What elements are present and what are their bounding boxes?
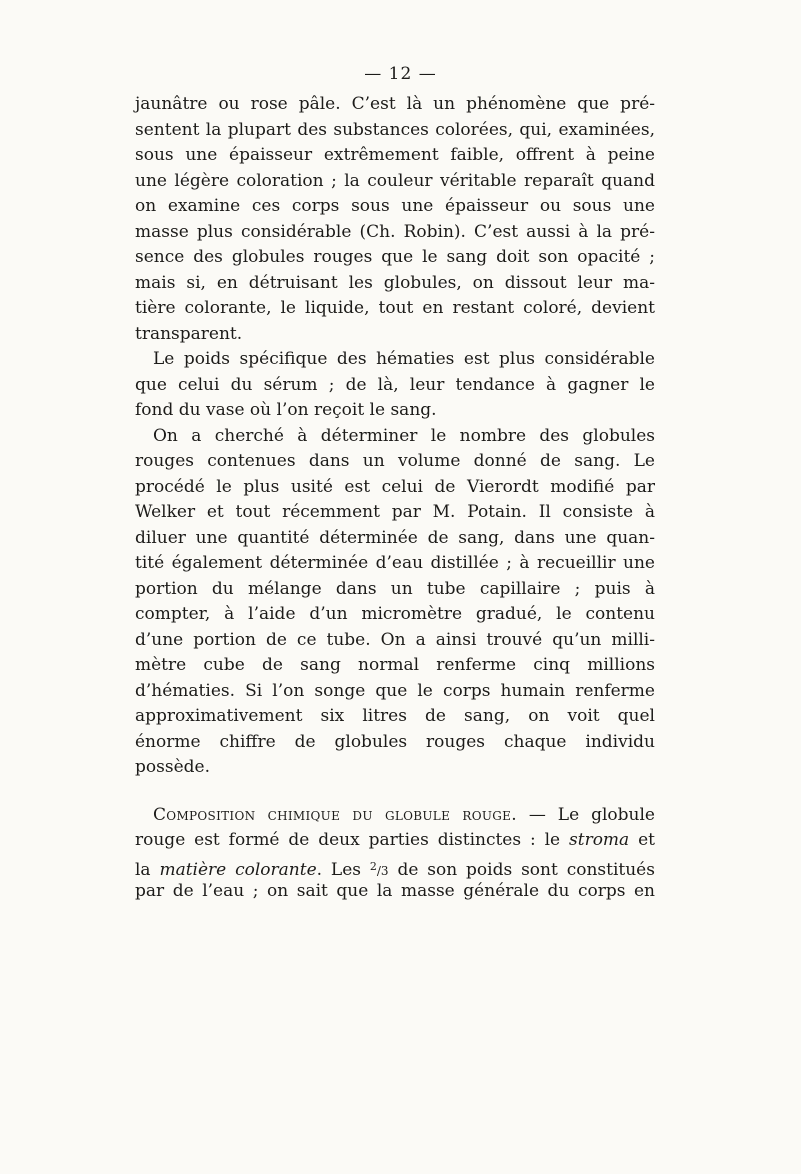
paragraph-3 (135, 424, 655, 781)
text-line: transparent. (135, 323, 243, 344)
text-line: fond du vase où l’on reçoit le sang. (135, 400, 437, 420)
text-line (135, 854, 655, 880)
text-line: On a cherché à déterminer le nombre des globules (153, 425, 655, 446)
text-line: d’une portion de ce tube. On a ainsi trouvé qu’un milli- (135, 629, 655, 650)
text-run: la (135, 859, 160, 880)
text-line: tière colorante, le liquide, tout en restant coloré, devient (135, 298, 655, 318)
text-line: approximativement six litres de sang, on voit quel (135, 706, 655, 726)
text-line: d’hématies. Si l’on songe que le corps humain renferme (135, 680, 655, 701)
text-run: de son poids sont constitués (388, 859, 655, 880)
text-line: énorme chiffre de globules rouges chaque individu (135, 731, 655, 752)
text-line: sous une épaisseur extrêmement faible, offrent à peine (135, 145, 655, 165)
text-line: par de l’eau ; on sait que la masse générale du corps en (135, 881, 655, 901)
text-line: diluer une quantité déterminée de sang, dans une quan- (135, 527, 655, 548)
text-run: . Les (316, 859, 370, 880)
text-line: Le poids spécifique des hématies est plus considérable (153, 349, 655, 369)
text-line: sence des globules rouges que le sang doit son opacité ; (135, 247, 655, 267)
text-line: rouges contenues dans un volume donné de sang. Le (135, 451, 655, 471)
text-line: Welker et tout récemment par M. Potain. Il consiste à (135, 502, 655, 522)
paragraph-4 (135, 803, 655, 905)
text-line (135, 803, 655, 829)
text-line: jaunâtre ou rose pâle. C’est là un phénomène que pré- (135, 94, 655, 114)
text-line: que celui du sérum ; de là, leur tendance à gagner le (135, 374, 655, 395)
text-line: on examine ces corps sous une épaisseur ou sous une (135, 196, 655, 216)
body-text (135, 92, 655, 905)
text-line: mètre cube de sang normal renferme cinq millions (135, 655, 655, 675)
section-heading: Composition chimique du globule rouge. (153, 804, 517, 825)
paragraph-1 (135, 92, 655, 347)
text-line: compter, à l’aide d’un micromètre gradué, le contenu (135, 604, 655, 624)
text-line (135, 828, 655, 854)
text-run: rouge est formé de deux parties distinctes : le (135, 830, 570, 850)
term-stroma: stroma (569, 830, 630, 850)
text-line: possède. (135, 757, 210, 777)
text-run: et (629, 830, 655, 850)
fraction (369, 859, 389, 878)
text-line: procédé le plus usité est celui de Vierordt modifié par (135, 476, 655, 497)
paragraph-2 (135, 347, 655, 424)
text-line: une légère coloration ; la couleur véritable reparaît quand (135, 170, 655, 191)
text-line: masse plus considérable (Ch. Robin). C’est aussi à la pré- (135, 221, 655, 242)
text-line: sentent la plupart des substances colorées, qui, examinées, (135, 119, 655, 140)
page-number: — 12 — (364, 64, 437, 84)
text-line: tité également déterminée d’eau distillée ; à recueillir une (135, 553, 655, 573)
heading-continuation: — Le globule (516, 804, 655, 825)
fraction-denominator: /3 (376, 863, 389, 878)
fraction-numerator: 2 (369, 859, 377, 873)
text-line: mais si, en détruisant les globules, on dissout leur ma- (135, 272, 655, 293)
text-line: portion du mélange dans un tube capillaire ; puis à (135, 578, 655, 599)
term-matiere-colorante: matière colorante (159, 859, 317, 880)
